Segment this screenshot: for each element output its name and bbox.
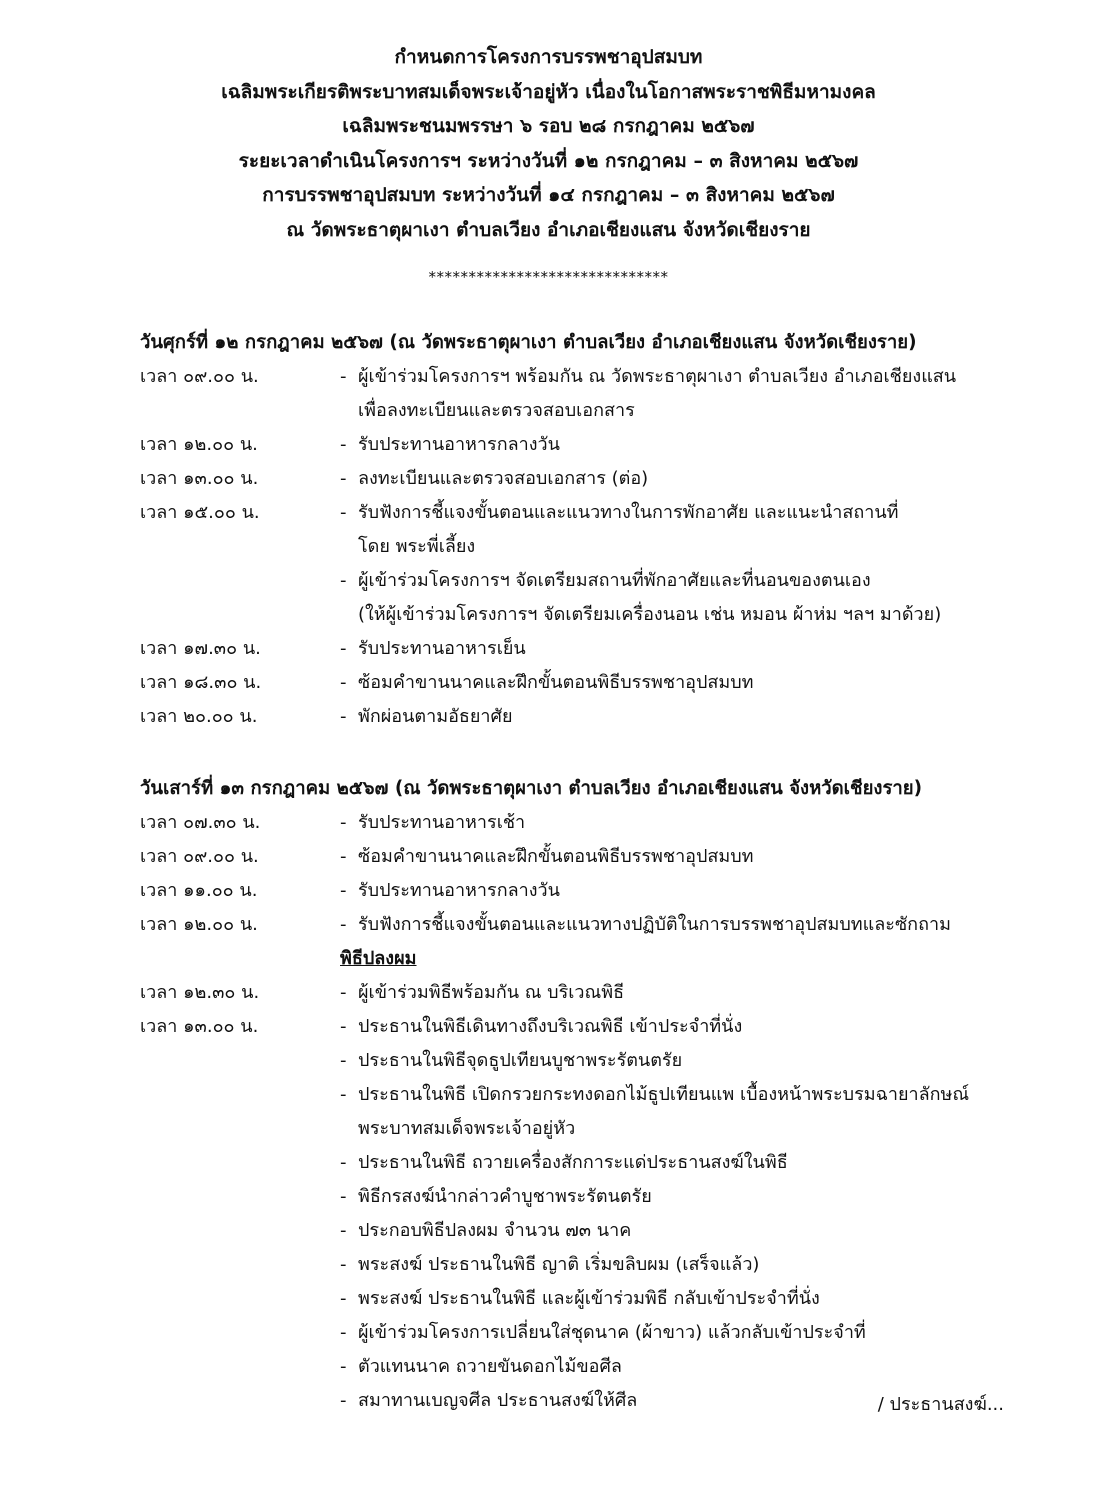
schedule-item: - ประธานในพิธีเดินทางถึงบริเวณพิธี เข้าประจำที่นั่ง xyxy=(340,1016,743,1037)
schedule-item: - พระสงฆ์ ประธานในพิธี และผู้เข้าร่วมพิธี กลับเข้าประจำที่นั่ง xyxy=(340,1288,820,1309)
section-subheading: พิธีปลงผม xyxy=(340,948,417,969)
schedule-item: - ผู้เข้าร่วมโครงการเปลี่ยนใส่ชุดนาค (ผ้าขาว) แล้วกลับเข้าประจำที่ xyxy=(340,1322,866,1343)
separator: ****************************** xyxy=(428,268,669,286)
schedule-item-continuation: พระบาทสมเด็จพระเจ้าอยู่หัว xyxy=(358,1118,576,1139)
schedule-row xyxy=(140,1010,1040,1418)
schedule-row xyxy=(140,496,1040,632)
schedule-item: - ผู้เข้าร่วมพิธีพร้อมกัน ณ บริเวณพิธี xyxy=(340,982,625,1003)
schedule-item: - รับฟังการชี้แจงขั้นตอนและแนวทางในการพักอาศัย และแนะนำสถานที่ xyxy=(340,502,899,523)
schedule-row xyxy=(140,428,1040,462)
schedule-time: เวลา ๑๓.๐๐ น. xyxy=(140,1016,259,1037)
schedule-item: - พิธีกรสงฆ์นำกล่าวคำบูชาพระรัตนตรัย xyxy=(340,1186,652,1207)
schedule-item: - พักผ่อนตามอัธยาศัย xyxy=(340,706,513,727)
schedule-item-continuation: (ให้ผู้เข้าร่วมโครงการฯ จัดเตรียมเครื่องนอน เช่น หมอน ผ้าห่ม ฯลฯ มาด้วย) xyxy=(358,604,942,625)
header-line-4: ระยะเวลาดำเนินโครงการฯ ระหว่างวันที่ ๑๒ กรกฎาคม – ๓ สิงหาคม ๒๕๖๗ xyxy=(238,149,859,172)
schedule-item: - ตัวแทนนาค ถวายขันดอกไม้ขอศีล xyxy=(340,1356,622,1377)
schedule-time: เวลา ๑๗.๓๐ น. xyxy=(140,638,261,659)
schedule-row xyxy=(140,666,1040,700)
schedule-item: - ประธานในพิธี เปิดกรวยกระทงดอกไม้ธูปเทียนแพ เบื้องหน้าพระบรมฉายาลักษณ์ xyxy=(340,1084,970,1105)
schedule-item: - ผู้เข้าร่วมโครงการฯ พร้อมกัน ณ วัดพระธาตุผาเงา ตำบลเวียง อำเภอเชียงแสน xyxy=(340,366,957,387)
schedule-row xyxy=(140,806,1040,840)
schedule-time: เวลา ๐๙.๐๐ น. xyxy=(140,366,259,387)
day-1-section xyxy=(140,326,1040,734)
schedule-time: เวลา ๑๒.๓๐ น. xyxy=(140,982,260,1003)
schedule-item: - ผู้เข้าร่วมโครงการฯ จัดเตรียมสถานที่พักอาศัยและที่นอนของตนเอง xyxy=(340,570,871,591)
schedule-item: - ซ้อมคำขานนาคและฝึกขั้นตอนพิธีบรรพชาอุปสมบท xyxy=(340,672,754,693)
schedule-time: เวลา ๑๑.๐๐ น. xyxy=(140,880,258,901)
header-line-1: กำหนดการโครงการบรรพชาอุปสมบท xyxy=(394,46,703,68)
schedule-time: เวลา ๑๕.๐๐ น. xyxy=(140,502,260,523)
schedule-item: - ลงทะเบียนและตรวจสอบเอกสาร (ต่อ) xyxy=(340,468,649,489)
schedule-item: - ประธานในพิธี ถวายเครื่องสักการะแด่ประธานสงฆ์ในพิธี xyxy=(340,1152,788,1173)
schedule-row xyxy=(140,840,1040,874)
schedule-row xyxy=(140,360,1040,428)
schedule-item: - สมาทานเบญจศีล ประธานสงฆ์ให้ศีล xyxy=(340,1390,638,1411)
schedule-row xyxy=(140,700,1040,734)
schedule-time: เวลา ๑๒.๐๐ น. xyxy=(140,434,258,455)
schedule-item-continuation: เพื่อลงทะเบียนและตรวจสอบเอกสาร xyxy=(358,400,635,421)
schedule-item: - ประกอบพิธีปลงผม จำนวน ๗๓ นาค xyxy=(340,1220,632,1241)
schedule-item-continuation: โดย พระพี่เลี้ยง xyxy=(358,536,476,557)
schedule-item: - พระสงฆ์ ประธานในพิธี ญาติ เริ่มขลิบผม (เสร็จแล้ว) xyxy=(340,1254,760,1275)
schedule-item: - ประธานในพิธีจุดธูปเทียนบูชาพระรัตนตรัย xyxy=(340,1050,683,1071)
document-header xyxy=(0,40,1097,247)
schedule-row xyxy=(140,632,1040,666)
schedule-item: - รับประทานอาหารกลางวัน xyxy=(340,434,560,455)
page-continuation-note: / ประธานสงฆ์... xyxy=(877,1394,1004,1415)
header-line-3: เฉลิมพระชนมพรรษา ๖ รอบ ๒๘ กรกฎาคม ๒๕๖๗ xyxy=(342,115,755,137)
schedule-item: - รับประทานอาหารเย็น xyxy=(340,638,526,659)
schedule-time: เวลา ๐๗.๓๐ น. xyxy=(140,812,261,833)
schedule-time: เวลา ๐๙.๐๐ น. xyxy=(140,846,259,867)
day-1-title: วันศุกร์ที่ ๑๒ กรกฎาคม ๒๕๖๗ (ณ วัดพระธาตุผาเงา ตำบลเวียง อำเภอเชียงแสน จังหวัดเชียงราย) xyxy=(140,332,917,353)
schedule-time: เวลา ๑๒.๐๐ น. xyxy=(140,914,258,935)
schedule-item: - ซ้อมคำขานนาคและฝึกขั้นตอนพิธีบรรพชาอุปสมบท xyxy=(340,846,754,867)
header-line-2: เฉลิมพระเกียรติพระบาทสมเด็จพระเจ้าอยู่หัว เนื่องในโอกาสพระราชพิธีมหามงคล xyxy=(221,80,876,103)
schedule-row xyxy=(140,976,1040,1010)
day-2-title: วันเสาร์ที่ ๑๓ กรกฎาคม ๒๕๖๗ (ณ วัดพระธาตุผาเงา ตำบลเวียง อำเภอเชียงแสน จังหวัดเชียงราย) xyxy=(140,778,923,799)
schedule-item: - รับประทานอาหารกลางวัน xyxy=(340,880,560,901)
schedule-time: เวลา ๑๓.๐๐ น. xyxy=(140,468,259,489)
schedule-row xyxy=(140,908,1040,942)
schedule-time: เวลา ๑๘.๓๐ น. xyxy=(140,672,262,693)
header-line-6: ณ วัดพระธาตุผาเงา ตำบลเวียง อำเภอเชียงแสน จังหวัดเชียงราย xyxy=(286,218,811,241)
schedule-row xyxy=(140,874,1040,908)
schedule-item: - รับประทานอาหารเช้า xyxy=(340,812,526,833)
header-line-5: การบรรพชาอุปสมบท ระหว่างวันที่ ๑๔ กรกฎาคม – ๓ สิงหาคม ๒๕๖๗ xyxy=(262,184,835,206)
schedule-item: - รับฟังการชี้แจงขั้นตอนและแนวทางปฏิบัติในการบรรพชาอุปสมบทและซักถาม xyxy=(340,914,951,935)
schedule-row xyxy=(140,462,1040,496)
schedule-time: เวลา ๒๐.๐๐ น. xyxy=(140,706,258,727)
day-2-section xyxy=(140,772,1040,1418)
